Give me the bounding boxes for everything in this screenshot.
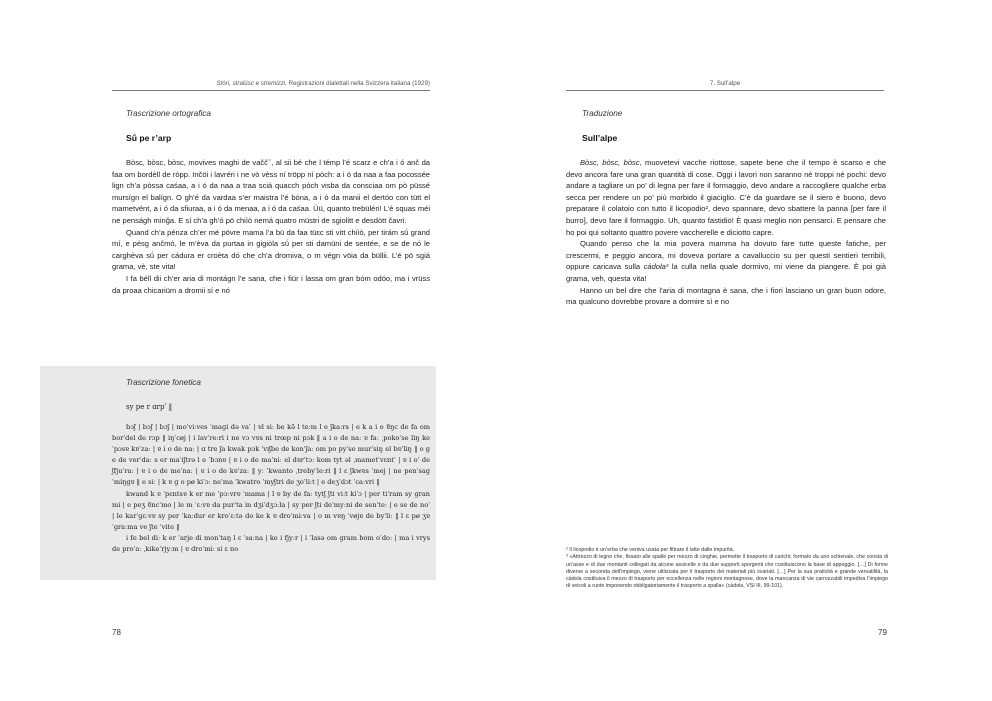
paragraph: Hanno un bel dire che l’aria di montagna è sana, che i fiori lasciano un gran buon odore, ma qualcuno dovrebbe provare a dormire sì e no xyxy=(566,285,886,307)
section-label-orthographic: Trascrizione ortografica xyxy=(126,109,211,118)
phonetic-transcription xyxy=(112,422,430,555)
orthographic-transcription xyxy=(112,157,430,296)
paragraph: I fa béll dii ch’er aria di montágn l’e sana, che i fiür i lassa om gran bóm odóo, ma i vrüss da proaa chicariüm a dromii sí e nó xyxy=(112,273,430,295)
paragraph xyxy=(566,238,886,284)
phonetic-title: sy pe r ɑrpˈ ‖ xyxy=(126,403,173,411)
footnotes xyxy=(566,547,888,591)
section-label-phonetic: Trascrizione fonetica xyxy=(126,378,201,387)
running-head-right: 7. Sull’alpe xyxy=(566,80,884,91)
emphasis: cádola³ xyxy=(643,262,669,272)
text-run: la culla nella quale dormivo, mi viene da piangere. È poi già grama, veh, questa vita! xyxy=(566,262,886,283)
running-head-left xyxy=(112,80,430,91)
page-number-right: 79 xyxy=(878,628,887,637)
emphasis: Bòsc, bòsc, bòsc xyxy=(580,158,640,167)
translation-title: Sull’alpe xyxy=(582,133,618,143)
paragraph xyxy=(566,157,886,238)
page-number-left: 78 xyxy=(112,628,121,637)
translation-text xyxy=(566,157,886,308)
phonetic-transcription-box xyxy=(40,366,436,580)
running-head-subtitle: Registrazioni dialettali nella Svizzera italiana (1929) xyxy=(288,80,430,87)
dialect-title: Sǘ pe r’arp xyxy=(126,133,172,143)
right-page xyxy=(496,0,992,701)
paragraph: Quand ch’a pénza ch’er mé pövre mama l’a bü da faa tüɛc sti vitt chiìò, per tirám sǘ grand mí, e pésg ančmò, le m’èva da purtaa in gigiòla sǘ per sti damüni de sentée, e se de nó le carghèva sǘ per cádura er croèta dó che ch’a dromiva, o m végn vöia da büllii. L’é pö sgiá grama, vè, ste vita! xyxy=(112,227,430,272)
paragraph: Bòsc, bòsc, bòsc, movives maghi de vaččˇ, al sii bé che l témp l’é scarz e ch’a i ó anč da faa om bordèll de ròpp. Inčöi i lavréri i ne vò vèss ní tröpp ní pòch: a i ó da naa a faa pocossée lign ch’a pòssa caśaa, a i ó da naa a traa sciá quacch pòch visba da consciaa om pò püssé mursígn el balígn. O gh’é da vardaa s’er maistra l’é bóna, a i ó da manii el dertóo con tütt el mametvént, a i ó da sfiuraa, a i ó da menaa, a i ó da caśaa. Üü, quanto trebüléri! L’é squas méi ne penságh minğa. E sí ch’a gh’ó pö chiìò nemá quatro müstri de sgiolitt e desdòtt čavri. xyxy=(112,158,430,225)
running-head-book-title: Stòri, stralüsc e stremizzi. xyxy=(216,80,287,87)
footnote: ² Il licopodio è un’erba che veniva usata per filtrare il latte dalle impurità. xyxy=(566,547,735,553)
paragraph: kwand k ɐ ˈpɛntsɐ k er me ˈpɔːvrɐ ˈmama | l ɐ by de faː tytʃ ʃti viːt kiˈɔ | per tiˈram sy ɡran mi | e peʒ ɐ̃ncˈmo | le m ˈɛːvɐ da purˈta in dʒiˈdʒɔːla | sy per ʃti deˈmyːni de senˈteː | e se de noˈ | le karˈɡɛːvɐ sy per ˈkaːdur er kroˈɛːtə do ke k ɐ droˈmiːva | o m vɐŋ ˈvøjɐ de byˈliː ‖ l ɛ pø ʒɐ ˈɡraːma ve ʃte ˈvite ‖ xyxy=(112,489,430,531)
footnote: ³ «Attrezzo di legno che, fissato alle spalle per mezzo di cinghie, permette il trasporto di carichi; formato da uno schienale, che consta di un’asse e di due montanti collegati da alcune assicelle e da due supporti sporgenti che costituiscono la base di appoggio. […] Di forme diverse a seconda dell’impiego, viene utilizzata per il trasporto dei materiali più svariati. […] Per la sua praticità e grande versatilità, la cádola costituiva il mezzo di trasporto per eccellenza nelle regioni montagnose, dove la mancanza di vie carrozzabili impediva l’impiego di veicoli a ruote imponendo obbligatoriamente il trasporto a spalla» (cádola, VSI III, 99-101). xyxy=(566,554,888,590)
paragraph: bɔʃ | bɔʃ | bɔʃ | moˈviːves ˈmaɡi də vaˈ | ɐl siː be kə̃ l teːm l e ʃkaːrs | e k a i o ɐ̃ŋc de fa om borˈdel de rɔp ‖ iŋˈcøj | i lavˈreːri i ne vɔ vɐs ni trœp ni pɔk ‖ a i o de naː ɐ faː ˌpokoˈse liŋ ke ˈpɔsɐ kɐˈzaː | ɐ i o de naː | ɑ tre ʃa kwak pɔk ˈvɪʃbe de konˈʃaː om po pyˈse murˈsiŋ el bɐˈliŋ ‖ o ɡ e de verˈdaː s er maˈiʃtrə l e ˈbɔnɐ | ɐ i o de maˈniː el dɐrˈtɔː kom tyt əl ˌmametˈvɛntˈ | ɐ i oˈ de ʃfjuˈraː | ɐ i o de meˈnaː | ɐ i o de kɐˈzaː ‖ yː ˈkwanto ˌtrebyˈleːri ‖ l ɛ ʃkwɐs ˈmej | ne penˈsaɡ ˈmiŋɡɐ ‖ e siː | k ɐ ɡ o pø kiˈɔː neˈma ˈkwatro ˈmyʃtri de ʒoˈliːt | e deʒˈdɔt ˈcaːvri ‖ xyxy=(112,423,430,487)
paragraph: i fe bel diː k er ˈarje di monˈtaŋ l ɛ ˈsaːna | ke i fjyːr | i ˈlasə om ɡram bom oˈdoː | ma i vrys de proˈaː ˌkikeˈrjyːm | ɐ droˈmiː si ɛ no xyxy=(112,533,430,554)
section-label-translation: Traduzione xyxy=(582,109,623,118)
text-run: , muovetevi vacche riottose, sapete bene che il tempo è scarso e che devo ancora fare una gran quantità di cose. Oggi i lavori non saranno né troppi né pochi: devo andare a tagliare un po’ di legna per fare il formaggio, devo andare a raccogliere qualche erba secca per rendere un po’ più morbido il giaciglio. C’è da guardare se il siero è buono, devo preparare il colatoio con tutto il licopodio², devo spannare, devo sbattere la panna [per fare il burro], devo fare il formaggio. Uh, quanto fastidio! È quasi meglio non pensarci. E pensare che ho poi qui soltanto quattro povere vaccherelle e diciotto capre. xyxy=(566,158,886,237)
text-run: Quando penso che la mia povera mamma ha dovuto fare tutte queste fatiche, per crescermi, e peggio ancora, mi doveva portare a cavalluccio su per questi sentieri terribili, oppure caricava sulla xyxy=(566,239,886,272)
